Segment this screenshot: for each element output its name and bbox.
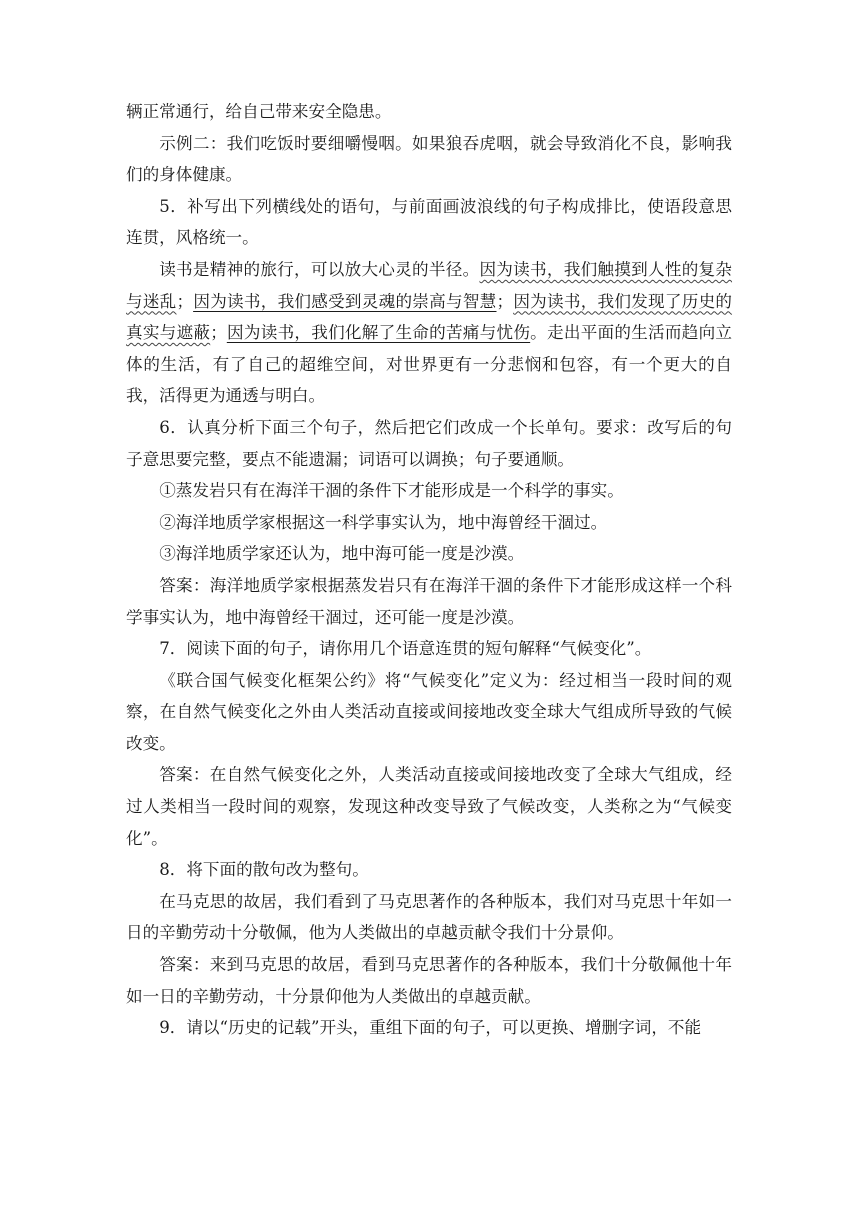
answer-blank-1: 因为读书，我们感受到灵魂的崇高与智慧 bbox=[193, 291, 497, 311]
passage-intro: 读书是精神的旅行，可以放大心灵的半径。 bbox=[159, 259, 480, 279]
question-8: 8．将下面的散句改为整句。 bbox=[159, 860, 369, 880]
wavy-sentence-2: 因为读书，我们发现了历史的真实与遮蔽 bbox=[126, 291, 733, 343]
question-6: 6．认真分析下面三个句子，然后把它们改成一个长单句。要求：改写后的句子意思要完整，要点不能遗漏；词语可以调换；句子要通顺。 bbox=[126, 417, 732, 469]
wavy-sentence-1: 因为读书，我们触摸到人性的复杂与迷乱 bbox=[126, 259, 733, 311]
question-7-answer: 答案：在自然气候变化之外，人类活动直接或间接地改变了全球大气组成，经过人类相当一段时间的观察，发现这种改变导致了气候改变，人类称之为“气候变化”。 bbox=[126, 765, 732, 848]
separator: ； bbox=[496, 291, 514, 311]
question-6-sentence-2: ②海洋地质学家根据这一科学事实认为，地中海曾经干涸过。 bbox=[159, 512, 608, 532]
example-two: 示例二：我们吃饭时要细嚼慢咽。如果狼吞虎咽，就会导致消化不良，影响我们的身体健康。 bbox=[126, 133, 732, 185]
separator: ； bbox=[176, 291, 194, 311]
question-5-passage bbox=[126, 254, 732, 412]
answer-blank-2: 因为读书，我们化解了生命的苦痛与忧伤 bbox=[226, 323, 531, 343]
question-8-answer: 答案：来到马克思的故居，看到马克思著作的各种版本，我们十分敬佩他十年如一日的辛勤劳动，十分景仰他为人类做出的卓越贡献。 bbox=[126, 955, 732, 1006]
document-body bbox=[126, 96, 732, 1044]
question-7-text: 《联合国气候变化框架公约》将“气候变化”定义为：经过相当一段时间的观察，在自然气候变化之外由人类活动直接或间接地改变全球大气组成所导致的气候改变。 bbox=[126, 670, 732, 753]
question-6-sentence-3: ③海洋地质学家还认为，地中海可能一度是沙漠。 bbox=[159, 544, 525, 564]
question-9: 9．请以“历史的记载”开头，重组下面的句子，可以更换、增删字词，不能 bbox=[159, 1018, 702, 1038]
separator: ； bbox=[210, 323, 227, 343]
passage-ending: 。走出平面的生活而趋向立体的生活，有了自己的超维空间，对世界更有一分悲悯和包容，有一个更大的自我，活得更为通透与明白。 bbox=[126, 323, 733, 406]
paragraph-continuation: 辆正常通行，给自己带来安全隐患。 bbox=[126, 102, 392, 121]
question-6-sentence-1: ①蒸发岩只有在海洋干涸的条件下才能形成是一个科学的事实。 bbox=[159, 481, 624, 501]
question-5: 5．补写出下列横线处的语句，与前面画波浪线的句子构成排比，使语段意思连贯，风格统一。 bbox=[126, 196, 732, 248]
question-6-answer: 答案：海洋地质学家根据蒸发岩只有在海洋干涸的条件下才能形成这样一个科学事实认为，地中海曾经干涸过，还可能一度是沙漠。 bbox=[126, 575, 732, 627]
question-7: 7．阅读下面的句子，请你用几个语意连贯的短句解释“气候变化”。 bbox=[159, 639, 652, 659]
question-8-text: 在马克思的故居，我们看到了马克思著作的各种版本，我们对马克思十年如一日的辛勤劳动十分敬佩，他为人类做出的卓越贡献令我们十分景仰。 bbox=[126, 891, 732, 943]
